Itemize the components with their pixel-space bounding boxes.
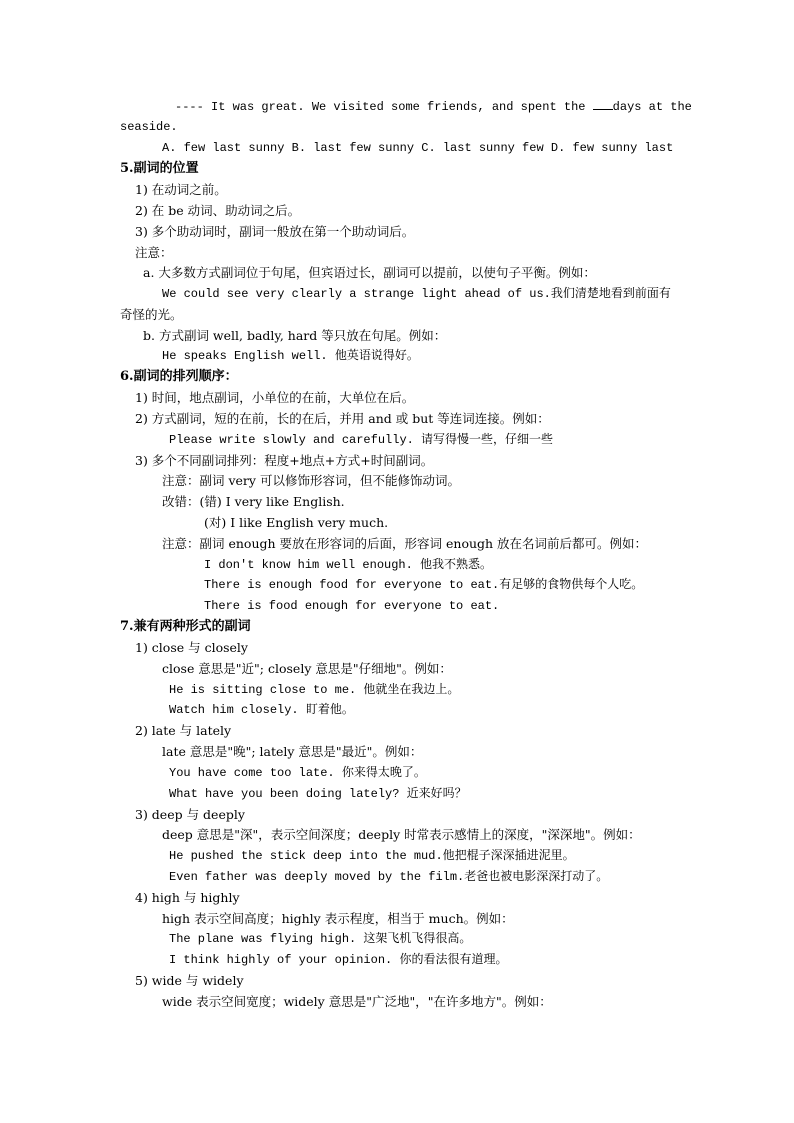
question-text-b: days at the <box>612 100 692 114</box>
s7-pair-3-example-1: He pushed the stick deep into the mud.他把棍子深深插进泥里。 <box>169 849 575 863</box>
s5-note-a-example-2: 奇怪的光。 <box>120 307 183 322</box>
s7-pair-4-head: 4) high 与 highly <box>135 890 240 905</box>
s6-note-1: 注意：副词 very 可以修饰形容词，但不能修饰动词。 <box>162 473 460 488</box>
section-7-title: 7.兼有两种形式的副词 <box>120 619 251 634</box>
s7-pair-4-definition: high 表示空间高度；highly 表示程度，相当于 much。例如： <box>162 911 514 926</box>
s7-pair-1-definition: close 意思是"近"; closely 意思是"仔细地"。例如： <box>162 661 452 676</box>
s5-item-3: 3) 多个助动词时，副词一般放在第一个助动词后。 <box>135 224 415 239</box>
s5-note-label: 注意： <box>135 245 173 260</box>
question-options: A. few last sunny B. last few sunny C. last sunny few D. few sunny last <box>162 141 674 155</box>
section-5-title: 5.副词的位置 <box>120 161 199 176</box>
question-line-2: seaside. <box>120 120 178 134</box>
s7-pair-2-example-2: What have you been doing lately? 近来好吗？ <box>169 787 467 801</box>
s5-note-b-example: He speaks English well. 他英语说得好。 <box>162 349 419 363</box>
answer-blank <box>593 98 613 110</box>
s6-item-2: 2) 方式副词，短的在前，长的在后，并用 and 或 but 等连词连接。例如： <box>135 411 550 426</box>
s7-pair-3-example-2: Even father was deeply moved by the film.老爸也被电影深深打动了。 <box>169 870 609 884</box>
s7-pair-1-head: 1) close 与 closely <box>135 640 248 655</box>
s7-pair-5-head: 5) wide 与 widely <box>135 973 244 988</box>
question-text-a: ---- It was great. We visited some friends, and spent the <box>175 100 593 114</box>
s7-pair-3-definition: deep 意思是"深"，表示空间深度；deeply 时常表示感情上的深度，"深深地"。例如： <box>162 827 641 842</box>
s7-pair-4-example-1: The plane was flying high. 这架飞机飞得很高。 <box>169 932 472 946</box>
s7-pair-2-head: 2) late 与 lately <box>135 723 232 738</box>
s6-note-2: 注意：副词 enough 要放在形容词的后面，形容词 enough 放在名词前后都可。例如： <box>162 536 648 551</box>
s7-pair-1-example-1: He is sitting close to me. 他就坐在我边上。 <box>169 683 460 697</box>
s5-note-a-example-1: We could see very clearly a strange light ahead of us.我们清楚地看到前面有 <box>162 287 671 301</box>
s7-pair-4-example-2: I think highly of your opinion. 你的看法很有道理。 <box>169 953 508 967</box>
question-line-1 <box>175 98 692 116</box>
s6-right-example: (对) I like English very much. <box>204 515 389 530</box>
s5-note-a: a. 大多数方式副词位于句尾，但宾语过长，副词可以提前，以使句子平衡。例如： <box>143 265 596 280</box>
s6-wrong-example: 改错：(错) I very like English. <box>162 494 345 509</box>
s5-item-1: 1) 在动词之前。 <box>135 182 227 197</box>
s6-item-3: 3) 多个不同副词排列：程度+地点+方式+时间副词。 <box>135 453 434 468</box>
section-6-title: 6.副词的排列顺序： <box>120 369 238 384</box>
s5-item-2: 2) 在 be 动词、助动词之后。 <box>135 203 301 218</box>
s7-pair-1-example-2: Watch him closely. 盯着他。 <box>169 703 354 717</box>
s6-example-2: There is enough food for everyone to eat.有足够的食物供每个人吃。 <box>204 578 644 592</box>
s6-example-1: I don't know him well enough. 他我不熟悉。 <box>204 558 493 572</box>
s7-pair-2-example-1: You have come too late. 你来得太晚了。 <box>169 766 426 780</box>
s7-pair-3-head: 3) deep 与 deeply <box>135 807 245 822</box>
s6-item-2-example: Please write slowly and carefully. 请写得慢一些，仔细一些 <box>169 433 554 447</box>
s7-pair-2-definition: late 意思是"晚"; lately 意思是"最近"。例如： <box>162 744 423 759</box>
s5-note-b: b. 方式副词 well, badly, hard 等只放在句尾。例如： <box>143 328 447 343</box>
s7-pair-5-definition: wide 表示空间宽度；widely 意思是"广泛地"，"在许多地方"。例如： <box>162 994 552 1009</box>
s6-example-3: There is food enough for everyone to eat. <box>204 599 500 613</box>
s6-item-1: 1) 时间，地点副词，小单位的在前，大单位在后。 <box>135 390 415 405</box>
